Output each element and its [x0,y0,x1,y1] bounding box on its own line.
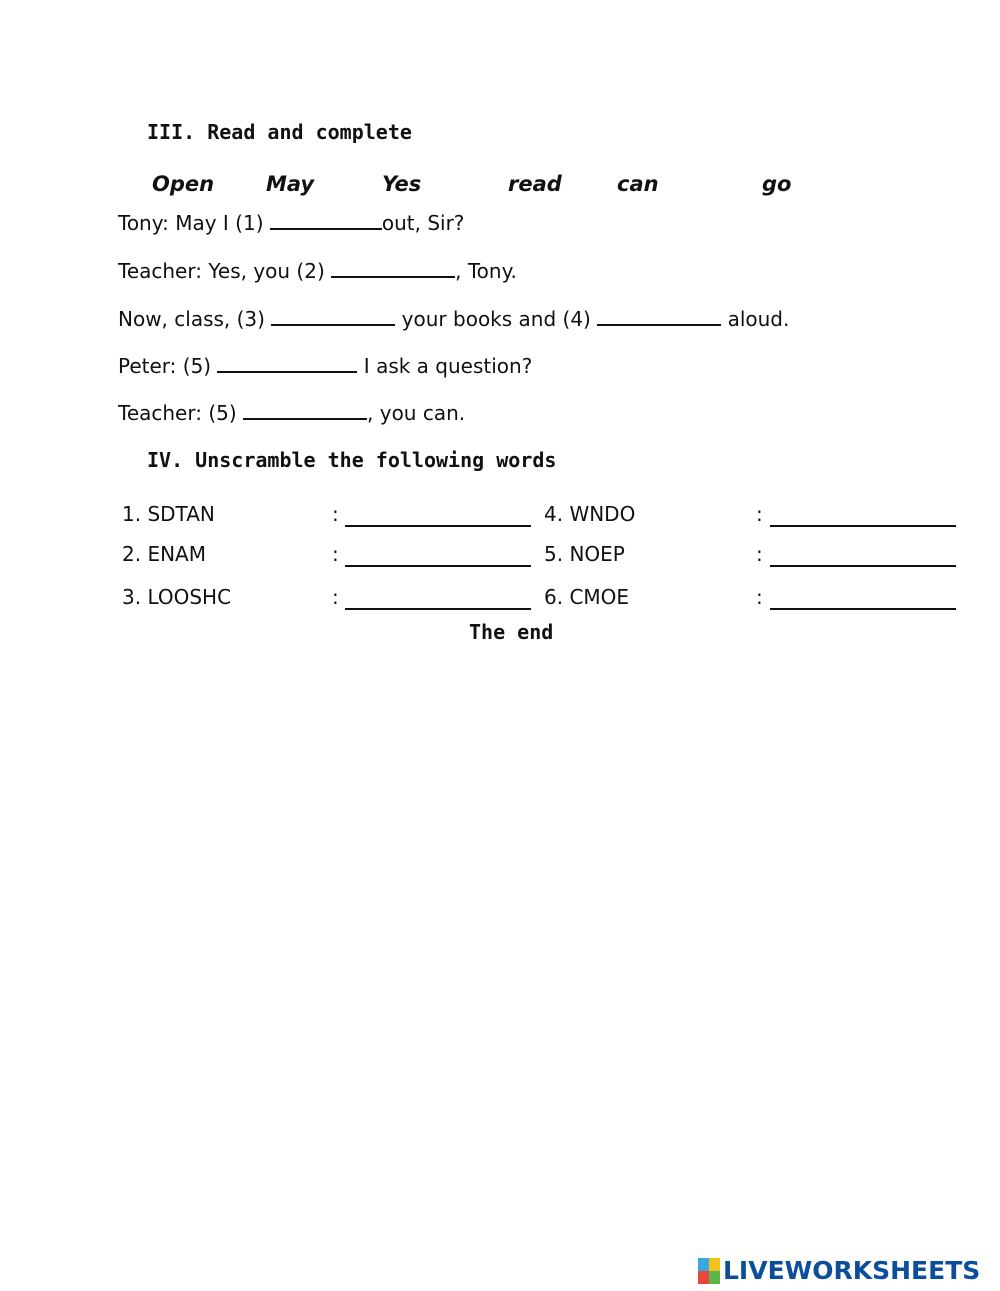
scramble-answer-5[interactable] [770,563,956,567]
answer-blank-4[interactable] [597,306,721,326]
line-text: aloud. [721,307,790,331]
dialogue-line-1 [118,210,464,235]
line-text: , Tony. [455,259,517,283]
section-4-heading: IV. Unscramble the following words [147,448,557,472]
word-bank-item: go [762,172,792,196]
word-bank-item: May [266,172,315,196]
line-text: Teacher: Yes, you (2) [118,259,332,283]
scramble-item-3: 3. LOOSHC [122,585,232,609]
word-bank-item: can [617,172,659,196]
scramble-answer-2[interactable] [345,563,531,567]
line-text: , you can. [367,401,466,425]
dialogue-line-3 [118,306,789,331]
colon: : [756,585,763,609]
word-bank-item: Open [152,172,215,196]
scramble-item-1: 1. SDTAN [122,502,215,526]
line-text: Tony: May I (1) [118,211,270,235]
scramble-answer-1[interactable] [345,523,531,527]
logo-text: LIVEWORKSHEETS [723,1256,981,1285]
answer-blank-6[interactable] [243,400,367,420]
scramble-answer-3[interactable] [345,606,531,610]
answer-blank-1[interactable] [270,210,382,230]
scramble-item-5: 5. NOEP [544,542,625,566]
scramble-answer-4[interactable] [770,523,956,527]
word-bank-item: read [508,172,562,196]
dialogue-line-5 [118,400,465,425]
logo-icon [698,1258,720,1284]
colon: : [756,542,763,566]
section-3-heading: III. Read and complete [147,120,412,144]
colon: : [756,502,763,526]
line-text: your books and (4) [395,307,598,331]
liveworksheets-logo[interactable] [698,1256,980,1285]
answer-blank-2[interactable] [331,258,455,278]
scramble-item-6: 6. CMOE [544,585,630,609]
dialogue-line-2 [118,258,517,283]
end-text: The end [469,620,554,644]
colon: : [332,585,339,609]
colon: : [332,502,339,526]
line-text: out, Sir? [381,211,465,235]
answer-blank-5[interactable] [217,353,357,373]
line-text: Teacher: (5) [118,401,244,425]
answer-blank-3[interactable] [271,306,395,326]
colon: : [332,542,339,566]
line-text: Peter: (5) [118,354,218,378]
word-bank-item: Yes [382,172,422,196]
line-text: Now, class, (3) [118,307,272,331]
scramble-item-2: 2. ENAM [122,542,206,566]
dialogue-line-4 [118,353,532,378]
scramble-answer-6[interactable] [770,606,956,610]
scramble-item-4: 4. WNDO [544,502,636,526]
line-text: I ask a question? [357,354,533,378]
